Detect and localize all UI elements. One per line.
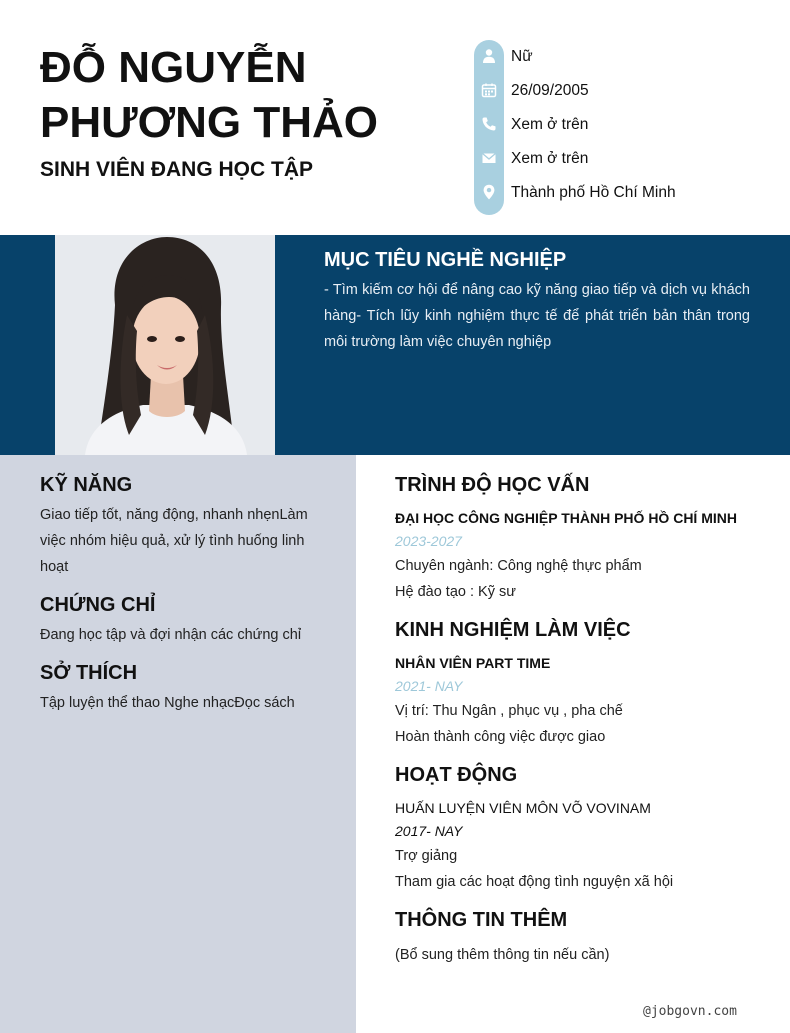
contact-email: [474, 142, 774, 176]
education-period: 2023-2027: [395, 533, 462, 549]
experience-result: Hoàn thành công việc được giao: [395, 729, 606, 745]
education-school: ĐẠI HỌC CÔNG NGHIỆP THÀNH PHỐ HỒ CHÍ MINH: [395, 510, 737, 526]
certificates-title: CHỨNG CHỈ: [40, 594, 156, 616]
experience-title: KINH NGHIỆM LÀM VIỆC: [395, 619, 631, 641]
calendar-icon: [481, 82, 497, 98]
portrait-illustration: [55, 235, 275, 455]
activities-org: HUẤN LUYỆN VIÊN MÔN VÕ VOVINAM: [395, 800, 651, 816]
activities-extra: Tham gia các hoạt động tình nguyện xã hội: [395, 874, 674, 890]
education-major: Chuyên ngành: Công nghệ thực phẩm: [395, 558, 642, 574]
experience-role: NHÂN VIÊN PART TIME: [395, 655, 551, 671]
contact-phone: [474, 108, 774, 142]
mail-icon: [481, 150, 497, 166]
additional-title: THÔNG TIN THÊM: [395, 909, 568, 931]
job-subtitle: SINH VIÊN ĐANG HỌC TẬP: [40, 158, 314, 181]
gender-text: Nữ: [511, 48, 533, 65]
contact-birthday: [474, 74, 774, 108]
phone-text: Xem ở trên: [511, 116, 589, 133]
activities-period: 2017- NAY: [395, 823, 463, 839]
objective-text: - Tìm kiếm cơ hội để nâng cao kỹ năng giao tiếp và dịch vụ khách hàng- Tích lũy kinh nghiệm thực tế để phát triển bản thân trong môi trường làm việc chuyên nghiệp: [324, 282, 750, 350]
footer-watermark: @jobgovn.com: [643, 1004, 737, 1019]
additional-text: (Bổ sung thêm thông tin nếu cần): [395, 947, 610, 963]
person-icon: [481, 48, 497, 64]
phone-icon: [481, 116, 497, 132]
experience-period: 2021- NAY: [395, 678, 463, 694]
objective-title: MỤC TIÊU NGHỀ NGHIỆP: [324, 249, 567, 271]
contact-list: [474, 40, 774, 210]
skills-text: Giao tiếp tốt, năng động, nhanh nhẹnLàm việc nhóm hiệu quả, xử lý tình huống linh hoạt: [40, 507, 308, 575]
profile-photo: [55, 235, 275, 455]
full-name: ĐỖ NGUYỄN PHƯƠNG THẢO: [40, 43, 379, 147]
location-pin-icon: [481, 184, 497, 200]
skills-title: KỸ NĂNG: [40, 474, 133, 496]
birthday-text: 26/09/2005: [511, 82, 589, 99]
contact-location: [474, 176, 774, 210]
activities-role: Trợ giảng: [395, 848, 458, 864]
education-program: Hệ đào tạo : Kỹ sư: [395, 584, 516, 600]
email-text: Xem ở trên: [511, 150, 589, 167]
experience-position: Vị trí: Thu Ngân , phục vụ , pha chế: [395, 703, 623, 719]
location-text: Thành phố Hồ Chí Minh: [511, 184, 676, 201]
activities-title: HOẠT ĐỘNG: [395, 764, 518, 786]
contact-gender: [474, 40, 774, 74]
hobbies-text: Tập luyện thể thao Nghe nhạcĐọc sách: [40, 695, 295, 711]
education-title: TRÌNH ĐỘ HỌC VẤN: [395, 474, 590, 496]
hobbies-title: SỞ THÍCH: [40, 662, 138, 684]
certificates-text: Đang học tập và đợi nhận các chứng chỉ: [40, 627, 302, 643]
